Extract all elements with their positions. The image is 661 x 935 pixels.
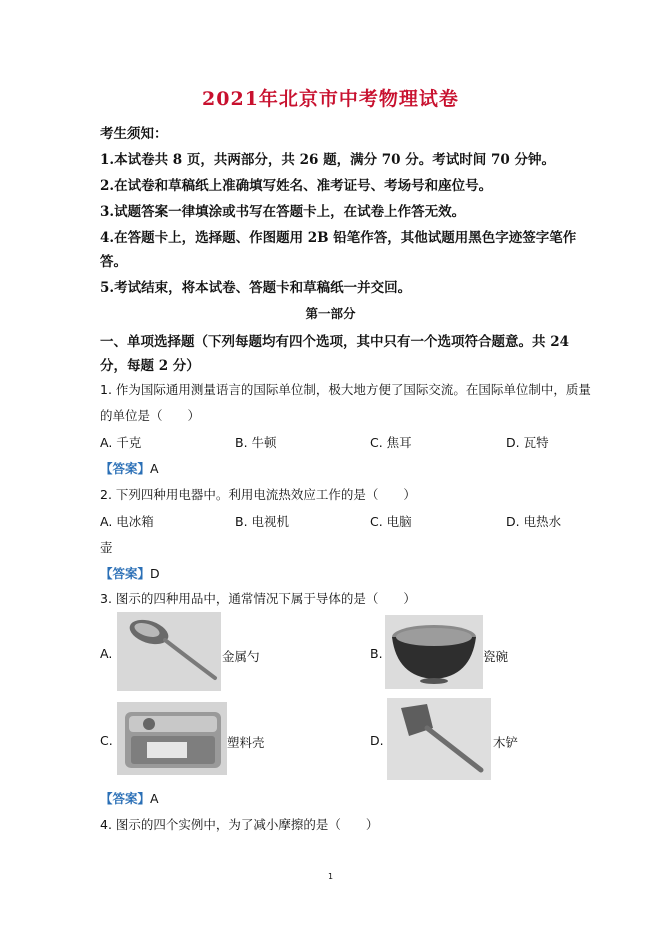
q2-option-d: D. 电热水 bbox=[506, 514, 562, 529]
answer-value: A bbox=[150, 461, 159, 476]
section-header-line2: 分，每题 2 分） bbox=[100, 358, 200, 374]
q2-answer bbox=[100, 564, 160, 582]
q3-option-a-caption: 金属勺 bbox=[222, 649, 260, 664]
q3-option-c-caption: 塑料壳 bbox=[227, 735, 265, 750]
notice-item-2: 2.在试卷和草稿纸上准确填写姓名、准考证号、考场号和座位号。 bbox=[100, 178, 493, 194]
q3-stem: 3. 图示的四种用品中，通常情况下属于导体的是（ ） bbox=[100, 591, 416, 606]
wooden-spatula-image bbox=[387, 698, 491, 780]
q3-answer bbox=[100, 789, 159, 807]
plastic-box-image bbox=[117, 702, 227, 775]
answer-label: 【答案】 bbox=[100, 461, 151, 476]
q3-option-b-caption: 瓷碗 bbox=[483, 649, 509, 664]
q2-option-b: B. 电视机 bbox=[235, 514, 290, 529]
notice-item-5: 5.考试结束，将本试卷、答题卡和草稿纸一并交回。 bbox=[100, 280, 412, 296]
answer-label: 【答案】 bbox=[100, 566, 151, 581]
notice-item-3: 3.试题答案一律填涂或书写在答题卡上，在试卷上作答无效。 bbox=[100, 204, 466, 220]
q1-option-d: D. 瓦特 bbox=[506, 435, 549, 450]
notice-item-4: 4.在答题卡上，选择题、作图题用 2B 铅笔作答，其他试题用黑色字迹签字笔作 bbox=[100, 230, 577, 246]
q2-stem: 2. 下列四种用电器中。利用电流热效应工作的是（ ） bbox=[100, 487, 416, 502]
q1-stem-line1: 1. 作为国际通用测量语言的国际单位制，极大地方便了国际交流。在国际单位制中，质量 bbox=[100, 382, 591, 397]
part-title: 第一部分 bbox=[305, 306, 356, 321]
q1-option-c: C. 焦耳 bbox=[370, 435, 412, 450]
q1-stem-line2: 的单位是（ ） bbox=[100, 408, 201, 423]
page-number: 1 bbox=[327, 872, 334, 881]
q3-option-d-letter: D. bbox=[370, 733, 384, 748]
notice-heading: 考生须知： bbox=[100, 126, 168, 142]
q1-option-a: A. 千克 bbox=[100, 435, 142, 450]
section-header-line1: 一、单项选择题（下列每题均有四个选项，其中只有一个选项符合题意。共 24 bbox=[100, 334, 569, 350]
q1-answer bbox=[100, 459, 159, 477]
notice-item-1: 1.本试卷共 8 页，共两部分，共 26 题，满分 70 分。考试时间 70 分钟。 bbox=[100, 152, 555, 168]
q3-option-c-letter: C. bbox=[100, 733, 113, 748]
metal-spoon-image bbox=[117, 612, 221, 691]
q2-option-d-wrap: 壶 bbox=[100, 540, 113, 555]
answer-label: 【答案】 bbox=[100, 791, 151, 806]
answer-value: D bbox=[150, 566, 160, 581]
q3-option-a-letter: A. bbox=[100, 646, 113, 661]
ceramic-bowl-image bbox=[385, 615, 483, 689]
q3-option-d-caption: 木铲 bbox=[493, 735, 519, 750]
q1-option-b: B. 牛顿 bbox=[235, 435, 277, 450]
page-title: 2021年北京市中考物理试卷 bbox=[202, 88, 459, 110]
q2-option-a: A. 电冰箱 bbox=[100, 514, 154, 529]
notice-item-4-wrap: 答。 bbox=[100, 254, 127, 270]
answer-value: A bbox=[150, 791, 159, 806]
q3-option-b-letter: B. bbox=[370, 646, 383, 661]
q2-option-c: C. 电脑 bbox=[370, 514, 412, 529]
q4-stem: 4. 图示的四个实例中，为了减小摩擦的是（ ） bbox=[100, 817, 379, 832]
